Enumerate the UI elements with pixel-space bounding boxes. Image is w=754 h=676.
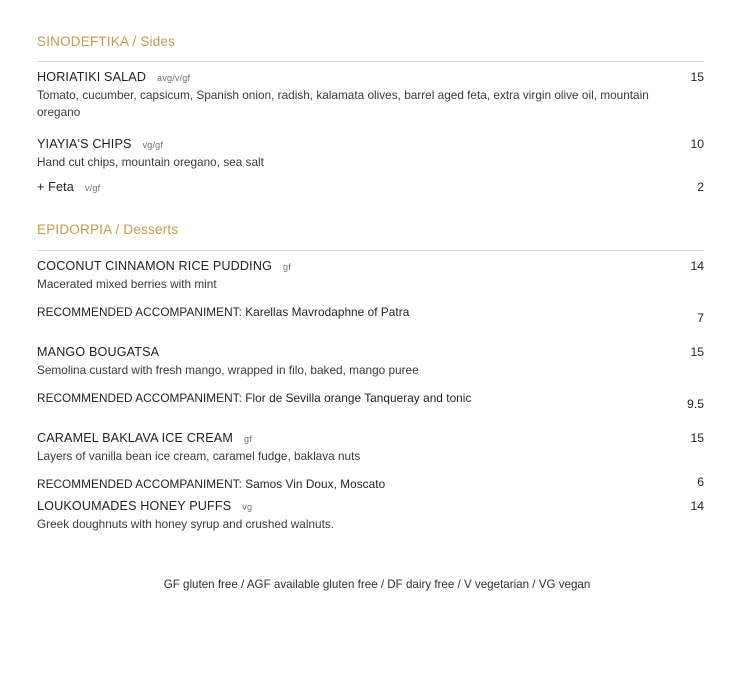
item-dietary-tag: gf: [283, 262, 291, 273]
item-description: Layers of vanilla bean ice cream, caramel fudge, baklava nuts: [37, 448, 361, 463]
section-divider: [37, 61, 704, 62]
menu-item: [37, 345, 704, 379]
item-description: Semolina custard with fresh mango, wrapped in filo, baked, mango puree: [37, 363, 419, 377]
item-name: + Feta: [37, 180, 74, 195]
spacer: [37, 121, 704, 137]
item-name: LOUKOUMADES HONEY PUFFS: [37, 498, 232, 513]
item-dietary-tag: avg/v/gf: [157, 73, 191, 83]
section-divider: [37, 250, 704, 251]
item-price: 2: [697, 180, 704, 195]
item-price: 15: [690, 70, 704, 84]
item-name: YIAYIA'S CHIPS: [37, 136, 132, 151]
spacer: [37, 293, 704, 305]
menu-item-accompaniment: [37, 474, 704, 491]
menu-item: [37, 137, 704, 171]
spacer: [37, 325, 704, 345]
item-description: Macerated mixed berries with mint: [37, 277, 217, 292]
item-dietary-tag: vg: [242, 501, 253, 512]
item-price: 14: [690, 498, 704, 513]
spacer: [37, 465, 704, 477]
menu-item: [37, 70, 704, 121]
accompaniment-text: RECOMMENDED ACCOMPANIMENT: Samos Vin Doux, Moscato: [37, 476, 386, 491]
menu-item: [37, 499, 704, 533]
accompaniment-text: RECOMMENDED ACCOMPANIMENT: Flor de Sevilla orange Tanqueray and tonic: [37, 390, 472, 405]
menu-item: [37, 259, 704, 293]
item-name: CARAMEL BAKLAVA ICE CREAM: [37, 430, 233, 445]
menu-item: [37, 431, 704, 465]
section-title-desserts: EPIDORPIA / Desserts: [37, 222, 179, 238]
accompaniment-text: RECOMMENDED ACCOMPANIMENT: Karellas Mavrodaphne of Patra: [37, 305, 410, 319]
menu-item: [37, 180, 704, 194]
item-name: COCONUT CINNAMON RICE PUDDING: [37, 259, 273, 274]
section-sides: [37, 34, 704, 194]
spacer: [37, 379, 704, 391]
item-price: 15: [690, 345, 704, 359]
item-name: MANGO BOUGATSA: [37, 345, 160, 359]
item-description: Hand cut chips, mountain oregano, sea salt: [37, 154, 264, 169]
item-dietary-tag: vg/gf: [142, 139, 164, 150]
item-dietary-tag: gf: [243, 433, 252, 444]
item-price: 9.5: [687, 396, 704, 411]
item-description: Greek doughnuts with honey syrup and crushed walnuts.: [37, 516, 335, 531]
item-price: 6: [697, 474, 704, 489]
item-price: 7: [697, 311, 704, 325]
item-name: HORIATIKI SALAD: [37, 70, 147, 84]
section-desserts: [37, 222, 704, 532]
item-price: 10: [690, 136, 704, 151]
section-title-sides: SINODEFTIKA / Sides: [37, 34, 176, 49]
menu-item-accompaniment: [37, 305, 704, 325]
spacer: [37, 491, 704, 499]
item-dietary-tag: v/gf: [84, 183, 101, 194]
dietary-legend: GF gluten free / AGF available gluten free / DF dairy free / V vegetarian / VG vegan: [163, 578, 591, 591]
item-description: Tomato, cucumber, capsicum, Spanish onion, radish, kalamata olives, barrel aged feta, extra virgin olive oil, mountain oregano: [37, 88, 649, 119]
spacer: [37, 194, 704, 222]
menu-item-accompaniment: [37, 391, 704, 411]
item-price: 14: [690, 259, 704, 274]
spacer: [37, 170, 704, 180]
spacer: [37, 411, 704, 431]
item-price: 15: [690, 430, 704, 445]
